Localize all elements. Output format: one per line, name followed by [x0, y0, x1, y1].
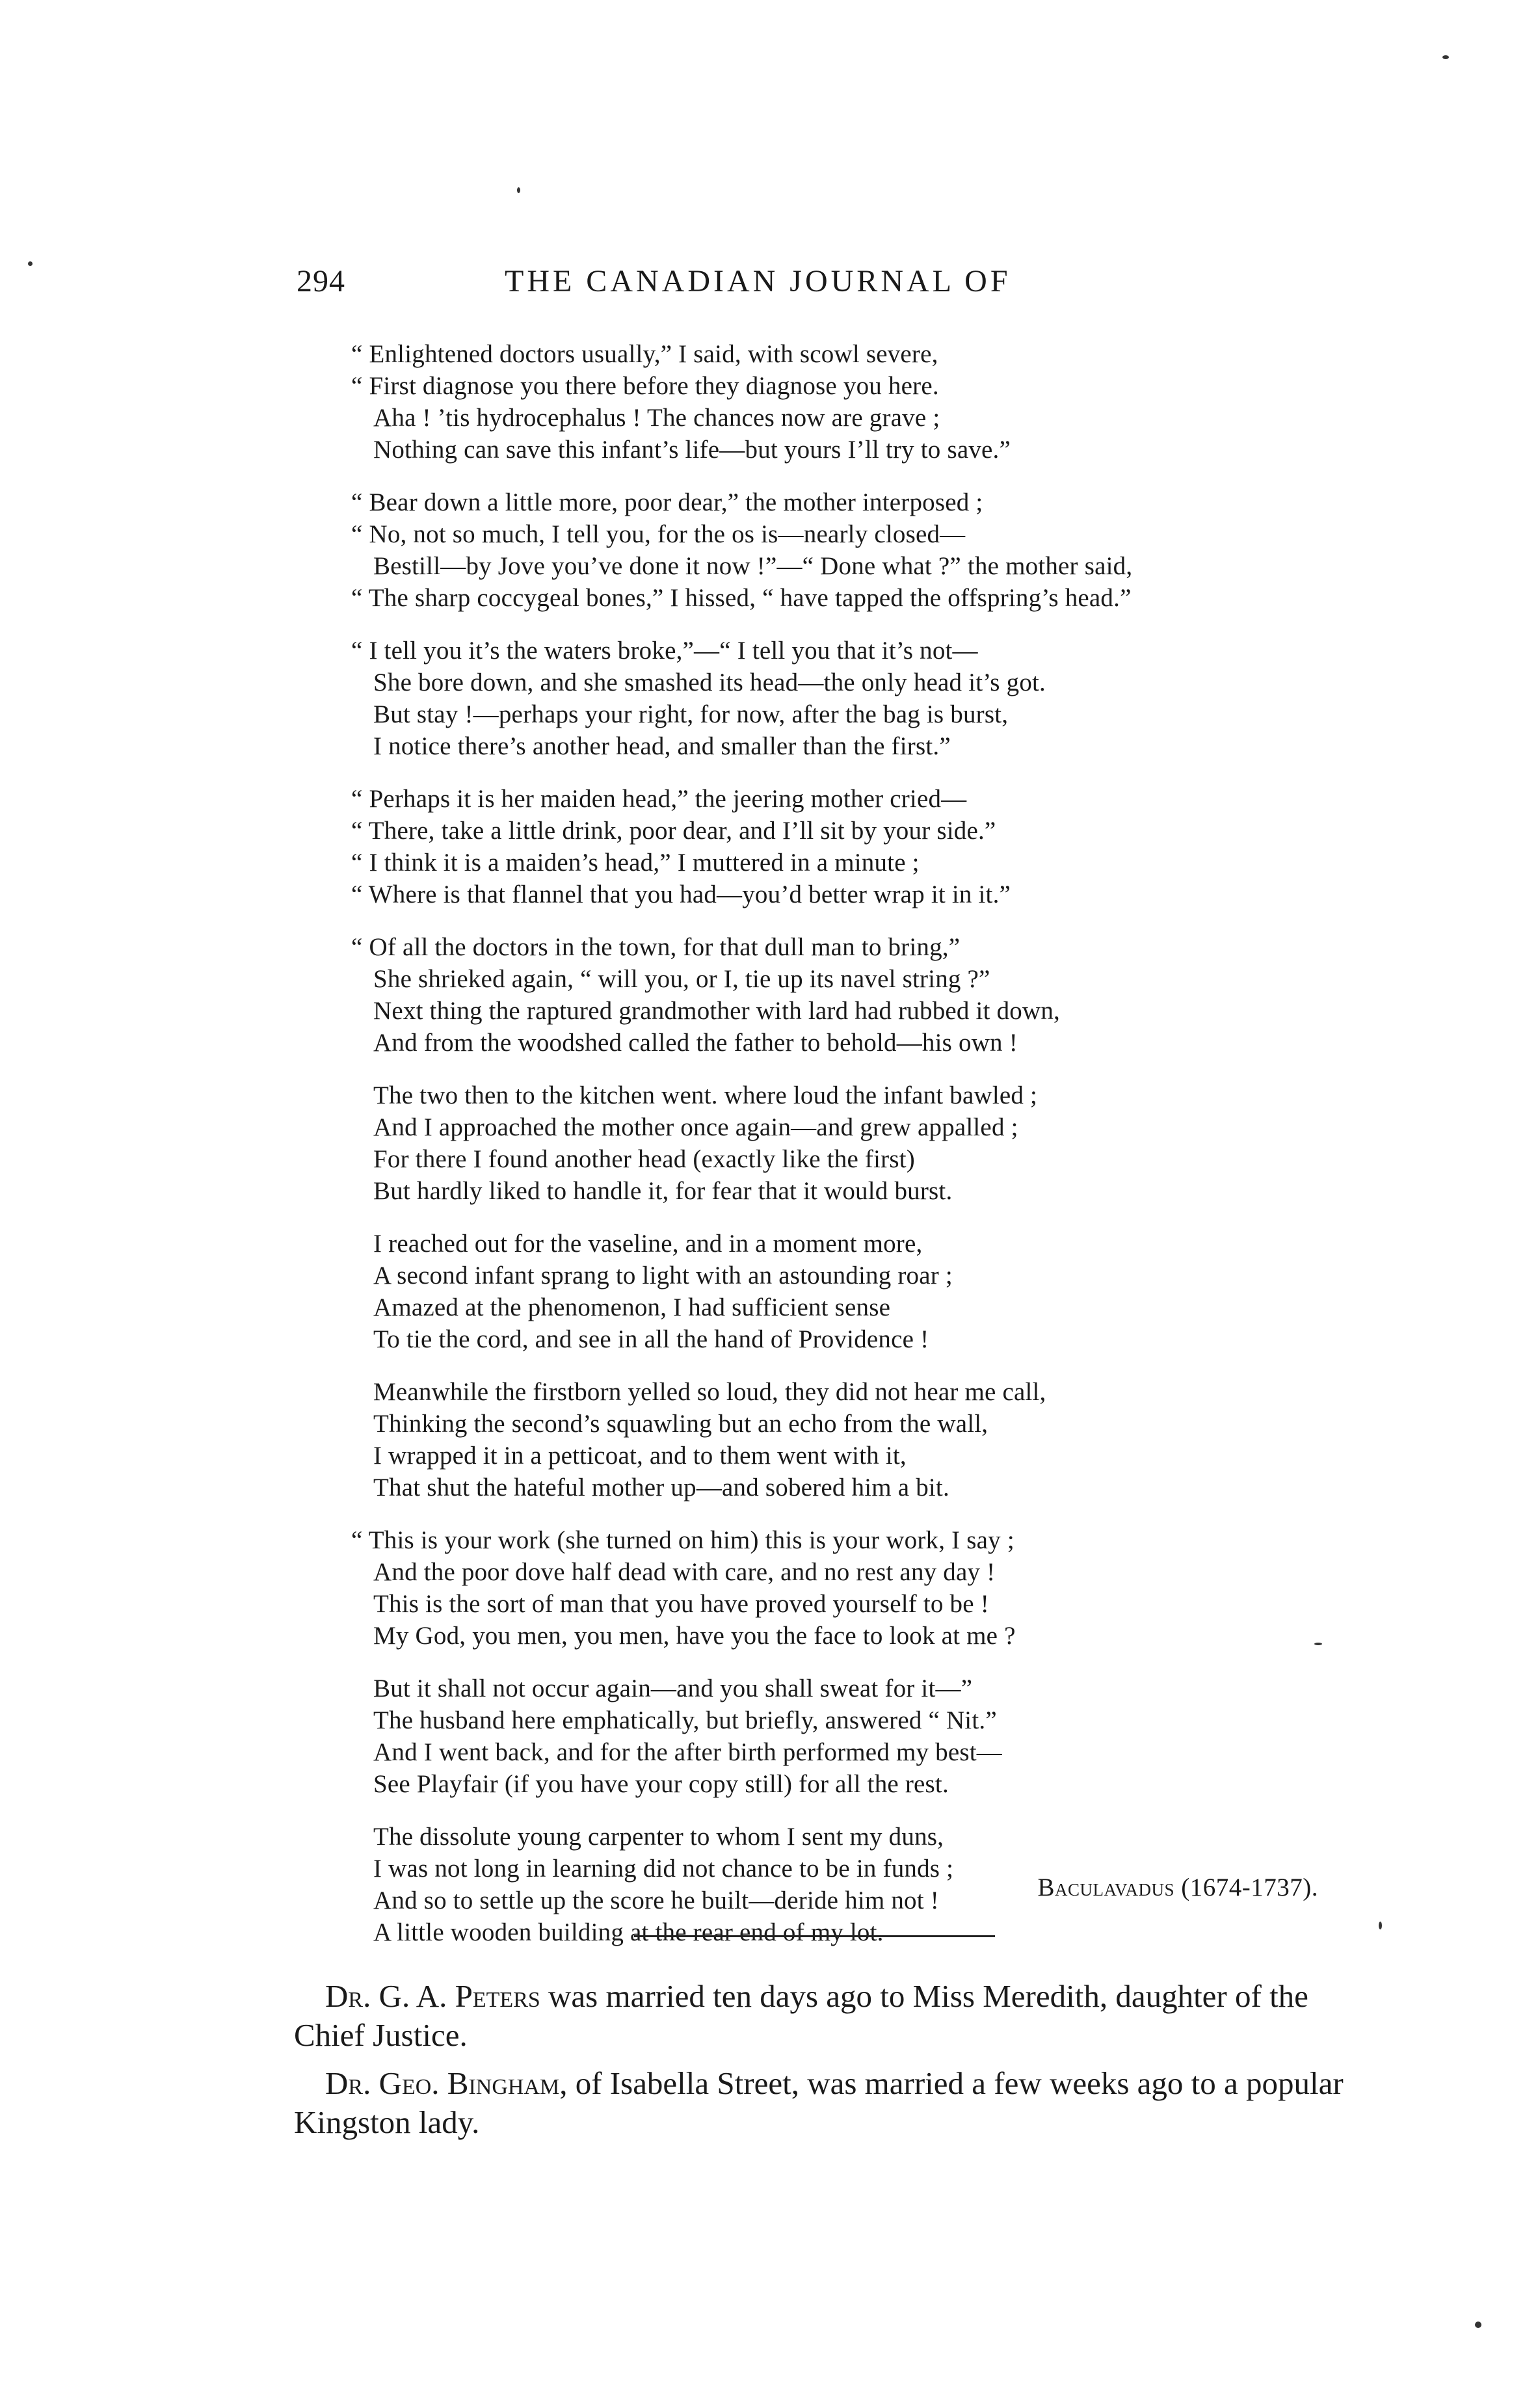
poem-line: “ Bear down a little more, poor dear,” the mother interposed ;: [351, 488, 983, 516]
scan-speck: [28, 261, 33, 266]
poem-stanza: [351, 635, 1301, 762]
poem-line: For there I found another head (exactly like the first): [373, 1145, 915, 1173]
poem: [351, 338, 1301, 1969]
scan-speck: [1314, 1643, 1322, 1645]
poem-line: “ The sharp coccygeal bones,” I hissed, “ have tapped the offspring’s head.”: [351, 584, 1132, 612]
poem-stanza: [351, 1673, 1301, 1800]
poem-stanza: [351, 1228, 1301, 1355]
poem-stanza: [351, 1524, 1301, 1652]
poem-line: And the poor dove half dead with care, and no rest any day !: [373, 1558, 996, 1586]
scan-speck: [1442, 55, 1449, 59]
poem-line: “ Enlightened doctors usually,” I said, with scowl severe,: [351, 340, 938, 368]
poem-line: See Playfair (if you have your copy still) for all the rest.: [373, 1770, 949, 1798]
poem-line: She shrieked again, “ will you, or I, tie up its navel string ?”: [373, 965, 990, 993]
note-text: , of Isabella Street, was married a few weeks ago to a popular Kingston lady.: [294, 2065, 1344, 2140]
poem-line: This is the sort of man that you have proved yourself to be !: [373, 1590, 989, 1618]
poem-line: “ Of all the doctors in the town, for that dull man to bring,”: [351, 933, 961, 961]
poem-line: “ I tell you it’s the waters broke,”—“ I tell you that it’s not—: [351, 637, 978, 665]
news-notes: [294, 1977, 1351, 2151]
note-name: Dr. G. A. Peters: [325, 1978, 540, 2014]
note-paragraph: [294, 2064, 1351, 2142]
page-number: 294: [297, 264, 345, 298]
poem-line: “ No, not so much, I tell you, for the os is—nearly closed—: [351, 520, 966, 548]
poem-line: “ This is your work (she turned on him) this is your work, I say ;: [351, 1526, 1014, 1554]
poem-line: “ First diagnose you there before they diagnose you here.: [351, 372, 939, 400]
poem-line: I wrapped it in a petticoat, and to them went with it,: [373, 1442, 907, 1470]
poem-attribution: Baculavadus (1674-1737).: [1037, 1873, 1318, 1901]
poem-line: And so to settle up the score he built—deride him not !: [373, 1886, 939, 1914]
poem-stanza: [351, 338, 1301, 466]
poem-line: To tie the cord, and see in all the hand of Providence !: [373, 1325, 929, 1353]
poem-line: “ Perhaps it is her maiden head,” the jeering mother cried—: [351, 785, 967, 813]
poem-line: But hardly liked to handle it, for fear that it would burst.: [373, 1177, 953, 1205]
poem-line: The dissolute young carpenter to whom I sent my duns,: [373, 1823, 944, 1851]
poem-line: She bore down, and she smashed its head—the only head it’s got.: [373, 668, 1046, 696]
note-paragraph: [294, 1977, 1351, 2055]
poem-line: A second infant sprang to light with an astounding roar ;: [373, 1262, 953, 1290]
poem-stanza: [351, 783, 1301, 910]
poem-line: And I approached the mother once again—and grew appalled ;: [373, 1113, 1018, 1141]
poem-line: Nothing can save this infant’s life—but yours I’ll try to save.”: [373, 436, 1011, 464]
poem-line: The husband here emphatically, but briefly, answered “ Nit.”: [373, 1706, 997, 1734]
poem-line: “ I think it is a maiden’s head,” I muttered in a minute ;: [351, 849, 920, 877]
poem-line: But stay !—perhaps your right, for now, after the bag is burst,: [373, 700, 1009, 728]
poem-line: My God, you men, you men, have you the face to look at me ?: [373, 1622, 1016, 1650]
scan-speck: [1475, 2322, 1481, 2328]
poem-line: The two then to the kitchen went. where loud the infant bawled ;: [373, 1081, 1038, 1109]
scan-speck: [1379, 1922, 1382, 1929]
poem-line: Thinking the second’s squawling but an echo from the wall,: [373, 1410, 988, 1438]
poem-stanza: [351, 931, 1301, 1059]
section-divider: [634, 1935, 995, 1937]
poem-line: Aha ! ’tis hydrocephalus ! The chances now are grave ;: [373, 404, 940, 432]
poem-line: That shut the hateful mother up—and sobered him a bit.: [373, 1474, 949, 1502]
poem-line: But it shall not occur again—and you shall sweat for it—”: [373, 1674, 973, 1702]
poem-line: And from the woodshed called the father to behold—his own !: [373, 1029, 1018, 1057]
poem-stanza: [351, 486, 1301, 614]
scan-speck: [517, 187, 520, 193]
poem-line: “ Where is that flannel that you had—you’d better wrap it in it.”: [351, 880, 1011, 908]
poem-line: I notice there’s another head, and smaller than the first.”: [373, 732, 951, 760]
poem-line: A little wooden building at the rear end of my lot.: [373, 1918, 884, 1946]
running-head: THE CANADIAN JOURNAL OF: [505, 264, 1011, 298]
poem-stanza: [351, 1079, 1301, 1207]
poem-stanza: [351, 1376, 1301, 1503]
poem-line: I was not long in learning did not chance to be in funds ;: [373, 1855, 954, 1883]
poem-line: I reached out for the vaseline, and in a moment more,: [373, 1230, 923, 1258]
poem-line: Meanwhile the firstborn yelled so loud, they did not hear me call,: [373, 1378, 1046, 1406]
poem-line: Amazed at the phenomenon, I had sufficient sense: [373, 1293, 891, 1321]
poem-line: And I went back, and for the after birth performed my best—: [373, 1738, 1002, 1766]
page-header: [297, 263, 1298, 315]
note-name: Dr. Geo. Bingham: [325, 2065, 560, 2101]
note-text: was married ten days ago to Miss Meredith, daughter of the Chief Justice.: [294, 1978, 1308, 2053]
poem-line: “ There, take a little drink, poor dear, and I’ll sit by your side.”: [351, 817, 996, 845]
poem-line: Bestill—by Jove you’ve done it now !”—“ Done what ?” the mother said,: [373, 552, 1133, 580]
poem-line: Next thing the raptured grandmother with lard had rubbed it down,: [373, 997, 1060, 1025]
